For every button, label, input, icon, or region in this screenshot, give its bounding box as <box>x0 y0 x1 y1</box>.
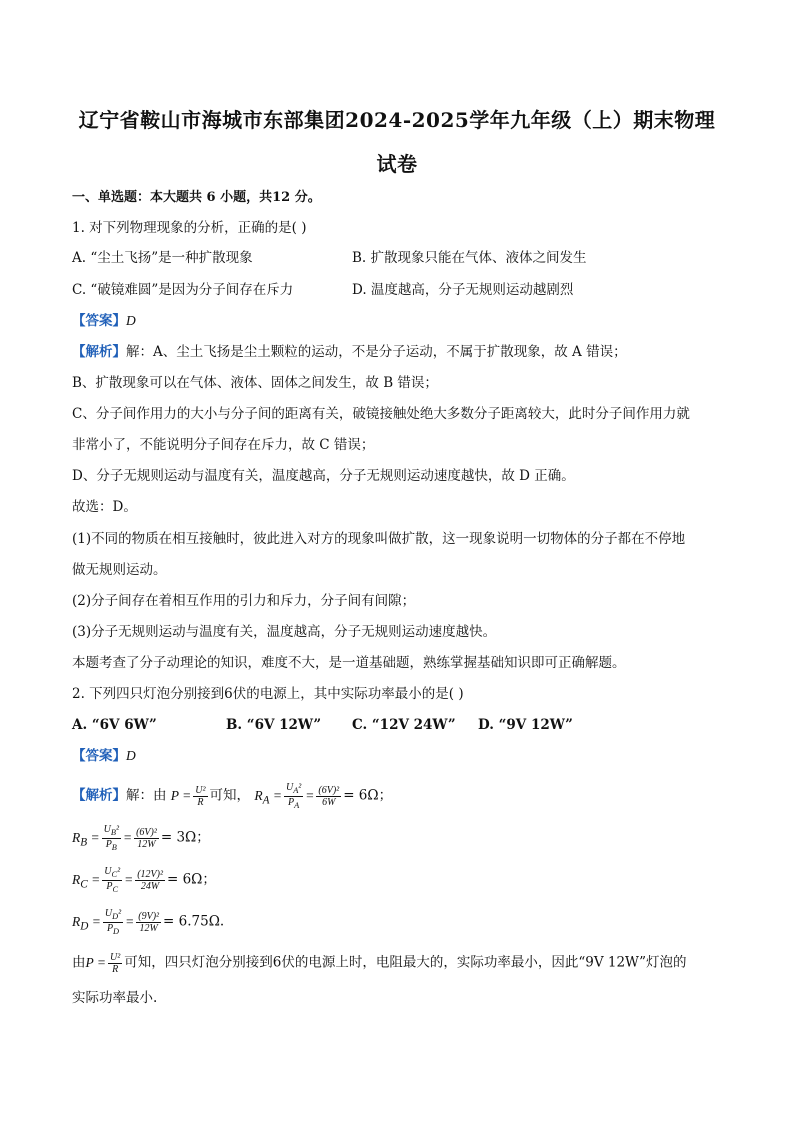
page-title-line1: 辽宁省鞍山市海城市东部集团2024-2025学年九年级（上）期末物理 <box>78 108 716 132</box>
answer-tag: 【答案】 <box>72 748 126 764</box>
q1-analysis-3: C、分子间作用力的大小与分子间的距离有关，破镜接触处绝大多数分子距离较大，此时分子间作用力就 <box>72 406 690 422</box>
q2-conclusion <box>72 952 687 975</box>
q2-option-c: C. “12V 24W” <box>352 717 456 733</box>
resistance-c-result: = 6Ω； <box>166 871 216 888</box>
q2-option-d: D. “9V 12W” <box>478 717 573 733</box>
analysis-tag: 【解析】 <box>72 344 126 360</box>
analysis-mid: 可知， <box>209 787 251 804</box>
answer-tag: 【答案】 <box>72 313 126 329</box>
q1-option-b: B. 扩散现象只能在气体、液体之间发生 <box>352 250 587 266</box>
resistance-c-formula: $R_C$ = $\frac{U_C^2}{P_C}$ = $\frac{\text{(12V)²}}{24W}$ <box>72 866 163 894</box>
answer-value: D <box>126 748 136 763</box>
q1-answer <box>72 311 136 331</box>
q2-resistance-d <box>72 908 224 937</box>
q1-analysis-5: D、分子无规则运动与温度有关，温度越高，分子无规则运动速度越快，故 D 正确。 <box>72 468 575 484</box>
q1-analysis-1 <box>72 342 627 362</box>
analysis-prefix: 解：由 <box>126 787 167 804</box>
q2-option-a: A. “6V 6W” <box>72 717 157 733</box>
resistance-d-result: = 6.75Ω. <box>163 913 225 930</box>
q1-analysis-2: B、扩散现象可以在气体、液体、固体之间发生，故 B 错误； <box>72 375 438 391</box>
resistance-d-formula: $R_D$ = $\frac{U_D^2}{P_D}$ = $\frac{\text{(9V)²}}{12W}$ <box>72 908 160 936</box>
q2-option-b: B. “6V 12W” <box>226 717 322 733</box>
power-formula: P = $\frac{\text{U²}}{R}$ <box>170 785 206 808</box>
resistance-a-result: = 6Ω； <box>343 787 393 804</box>
resistance-a-formula: $R_A$ = $\frac{U_A^2}{P_A}$ = $\frac{\text{(6V)²}}{6W}$ <box>254 782 340 810</box>
analysis-text: 解：A、尘土飞扬是尘土颗粒的运动，不是分子运动，不属于扩散现象，故 A 错误； <box>126 344 627 360</box>
resistance-b-formula: $R_B$ = $\frac{U_B^2}{P_B}$ = $\frac{\text{(6V)²}}{12W}$ <box>72 824 157 852</box>
resistance-b-result: = 3Ω； <box>160 829 210 846</box>
q1-option-c: C. “破镜难圆”是因为分子间存在斥力 <box>72 282 294 298</box>
q1-option-d: D. 温度越高，分子无规则运动越剧烈 <box>352 282 574 298</box>
q1-note-4: (3)分子无规则运动与温度有关，温度越高，分子无规则运动速度越快。 <box>72 624 497 640</box>
q1-summary: 本题考查了分子动理论的知识，难度不大，是一道基础题，熟练掌握基础知识即可正确解题。 <box>72 655 626 671</box>
q1-stem: 1. 对下列物理现象的分析，正确的是( ) <box>72 220 307 236</box>
q1-note-3: (2)分子间存在着相互作用的引力和斥力，分子间有间隙； <box>72 593 416 609</box>
q1-analysis-4: 非常小了，不能说明分子间存在斥力，故 C 错误； <box>72 437 375 453</box>
page-title-line2: 试卷 <box>376 152 418 176</box>
q1-option-a: A. “尘土飞扬”是一种扩散现象 <box>72 250 253 266</box>
conclusion-text: 可知，四只灯泡分别接到6伏的电源上时，电阻最大的，实际功率最小，因此“9V 12W”灯泡的 <box>124 954 687 971</box>
power-formula: P = $\frac{\text{U²}}{R}$ <box>85 952 121 975</box>
q1-note-2: 做无规则运动。 <box>72 562 167 578</box>
q2-resistance-b <box>72 824 210 853</box>
analysis-tag: 【解析】 <box>72 787 126 804</box>
q1-note-1: (1)不同的物质在相互接触时，彼此进入对方的现象叫做扩散，这一现象说明一切物体的分子都在不停地 <box>72 531 686 547</box>
conclusion-prefix: 由 <box>72 954 86 971</box>
q2-resistance-c <box>72 866 216 895</box>
q2-stem: 2. 下列四只灯泡分别接到6伏的电源上，其中实际功率最小的是( ) <box>72 686 464 702</box>
q2-conclusion-2: 实际功率最小. <box>72 990 158 1006</box>
section-heading: 一、单选题：本大题共 6 小题，共12 分。 <box>72 190 321 205</box>
q2-analysis-formula <box>72 782 392 811</box>
answer-value: D <box>126 313 136 328</box>
q1-choose: 故选：D。 <box>72 499 137 515</box>
q2-answer <box>72 746 136 766</box>
